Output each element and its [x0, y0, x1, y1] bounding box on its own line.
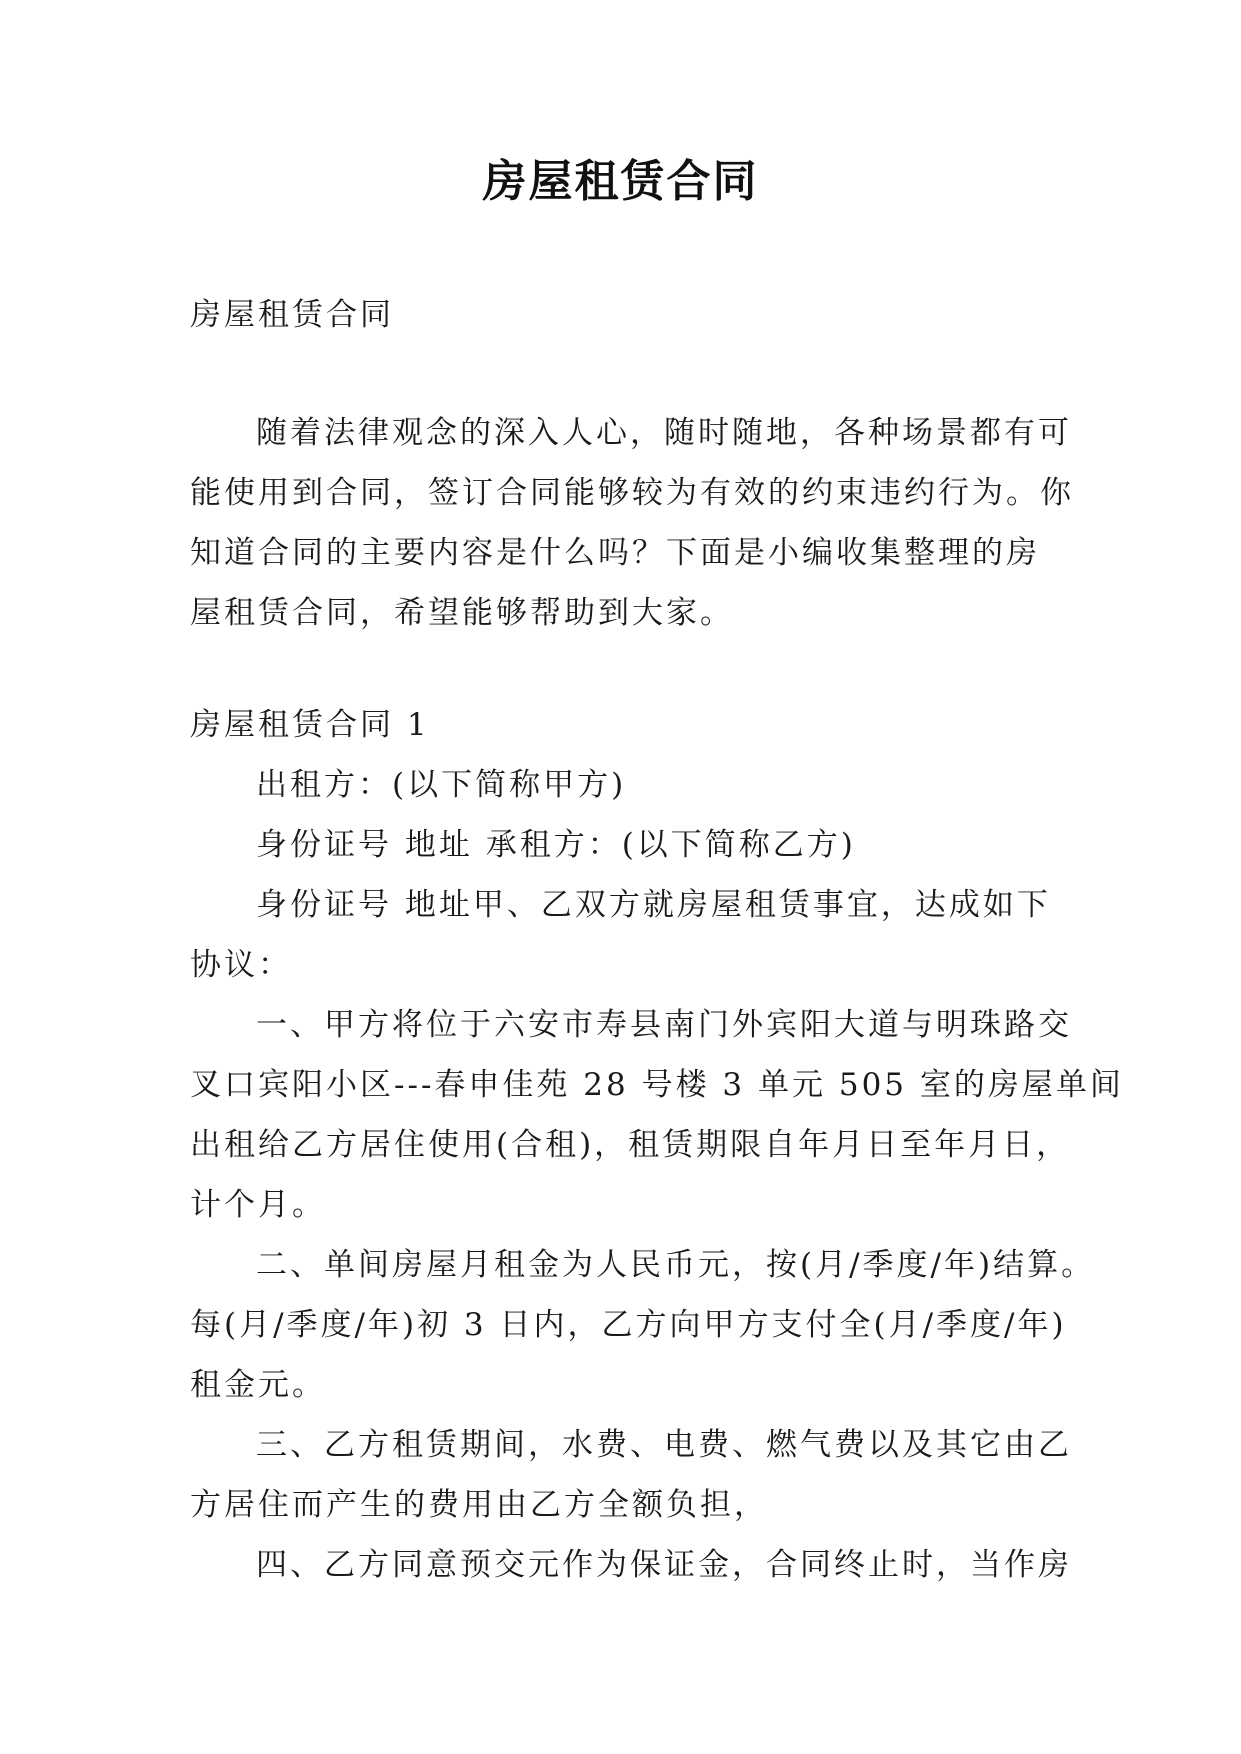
contract-line: 身份证号 地址甲、乙双方就房屋租赁事宜，达成如下 — [256, 887, 1051, 923]
contract-line: 二、单间房屋月租金为人民币元，按(月/季度/年)结算。 — [256, 1247, 1096, 1283]
paragraph-line: 屋租赁合同，希望能够帮助到大家。 — [190, 595, 734, 631]
section-heading: 房屋租赁合同 1 — [190, 707, 430, 743]
paragraph-line: 随着法律观念的深入人心，随时随地，各种场景都有可 — [256, 415, 1072, 451]
contract-line: 三、乙方租赁期间，水费、电费、燃气费以及其它由乙 — [256, 1427, 1072, 1463]
document-title: 房屋租赁合同 — [482, 156, 759, 207]
contract-body — [190, 755, 1124, 1595]
contract-line: 叉口宾阳小区---春申佳苑 28 号楼 3 单元 505 室的房屋单间 — [190, 1067, 1124, 1103]
contract-line: 一、甲方将位于六安市寿县南门外宾阳大道与明珠路交 — [256, 1007, 1072, 1043]
paragraph-line: 知道合同的主要内容是什么吗？下面是小编收集整理的房 — [190, 535, 1040, 571]
contract-line: 计个月。 — [190, 1187, 326, 1223]
document-subtitle: 房屋租赁合同 — [190, 297, 394, 333]
contract-line: 出租方：(以下简称甲方) — [256, 767, 627, 803]
document-content — [190, 285, 1124, 1595]
contract-line: 协议： — [190, 947, 292, 983]
contract-line: 身份证号 地址 承租方：(以下简称乙方) — [256, 827, 856, 863]
contract-line: 租金元。 — [190, 1367, 326, 1403]
paragraph-line: 能使用到合同，签订合同能够较为有效的约束违约行为。你 — [190, 475, 1074, 511]
contract-line: 每(月/季度/年)初 3 日内，乙方向甲方支付全(月/季度/年) — [190, 1307, 1067, 1343]
contract-line: 方居住而产生的费用由乙方全额负担， — [190, 1487, 768, 1523]
contract-line: 出租给乙方居住使用(合租)，租赁期限自年月日至年月日， — [190, 1127, 1071, 1163]
contract-line: 四、乙方同意预交元作为保证金，合同终止时，当作房 — [256, 1547, 1072, 1583]
intro-paragraph — [190, 403, 1074, 643]
